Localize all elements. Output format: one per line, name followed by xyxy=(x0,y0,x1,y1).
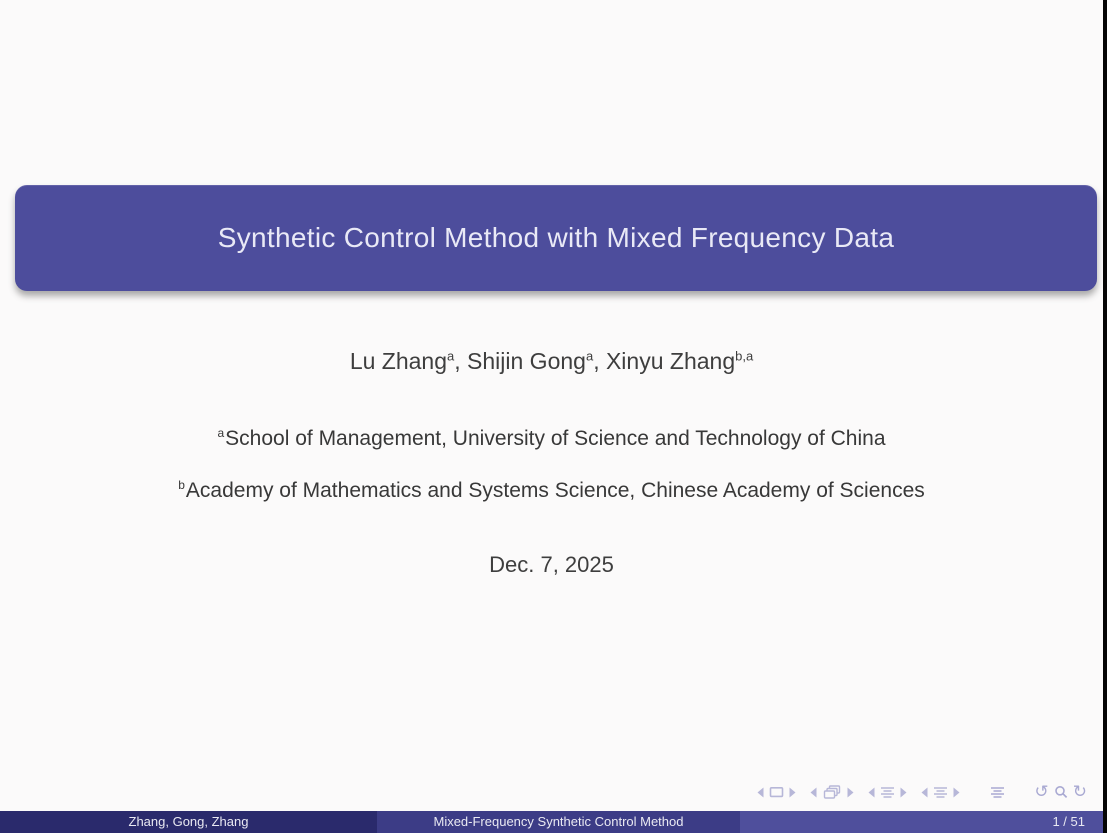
subsection-nav-group xyxy=(921,786,960,799)
author-2: Shijin Gong$^a$ xyxy=(467,348,594,374)
affiliation-a: $^a$School of Management, University of Science and Technology of China xyxy=(217,426,886,450)
beamer-navigation-bar xyxy=(757,782,1088,802)
presentation-date: Dec. 7, 2025 xyxy=(489,552,614,577)
section-icon[interactable] xyxy=(880,786,895,799)
affiliation-a-marker: a xyxy=(217,426,225,440)
footline-authors: Zhang, Gong, Zhang xyxy=(0,811,377,833)
slide-nav-group xyxy=(757,786,796,798)
title-banner xyxy=(15,185,1097,291)
slide-icon[interactable] xyxy=(769,786,784,798)
appendix-icon[interactable] xyxy=(990,786,1005,799)
subsection-icon[interactable] xyxy=(933,786,948,799)
forward-icon[interactable]: ↻ xyxy=(1072,782,1087,802)
slide-title: Synthetic Control Method with Mixed Frequency Data xyxy=(217,222,895,253)
next-subsection-icon[interactable] xyxy=(953,787,960,798)
author-3-affil-mark: b,a xyxy=(735,348,754,364)
back-icon[interactable]: ↺ xyxy=(1034,782,1049,802)
footline-short-title: Mixed-Frequency Synthetic Control Method xyxy=(377,811,740,833)
history-search-group xyxy=(1034,782,1088,802)
prev-subsection-icon[interactable] xyxy=(921,787,928,798)
video-edge-strip xyxy=(1103,0,1107,833)
next-frame-icon[interactable] xyxy=(847,787,854,798)
author-1-affil-mark: a xyxy=(447,348,455,364)
footline-page-number: 1 / 51 xyxy=(740,811,1107,833)
author-3: Xinyu Zhang$^{b,a}$ xyxy=(605,348,754,374)
author-1: Lu Zhang$^a$ xyxy=(349,348,455,374)
author-separator: , xyxy=(593,348,606,374)
next-slide-icon[interactable] xyxy=(789,787,796,798)
prev-frame-icon[interactable] xyxy=(810,787,817,798)
section-nav-group xyxy=(868,786,907,799)
footline xyxy=(0,811,1107,833)
frame-icon[interactable] xyxy=(822,785,842,800)
prev-section-icon[interactable] xyxy=(868,787,875,798)
authors-line xyxy=(0,348,1103,375)
next-section-icon[interactable] xyxy=(900,787,907,798)
affiliation-b: $^b$Academy of Mathematics and Systems Science, Chinese Academy of Sciences xyxy=(178,478,925,502)
prev-slide-icon[interactable] xyxy=(757,787,764,798)
author-separator: , xyxy=(454,348,468,374)
search-icon[interactable] xyxy=(1054,785,1068,799)
author-2-affil-mark: a xyxy=(585,348,594,364)
frame-nav-group xyxy=(810,785,854,800)
affiliation-b-marker: b xyxy=(178,478,185,492)
